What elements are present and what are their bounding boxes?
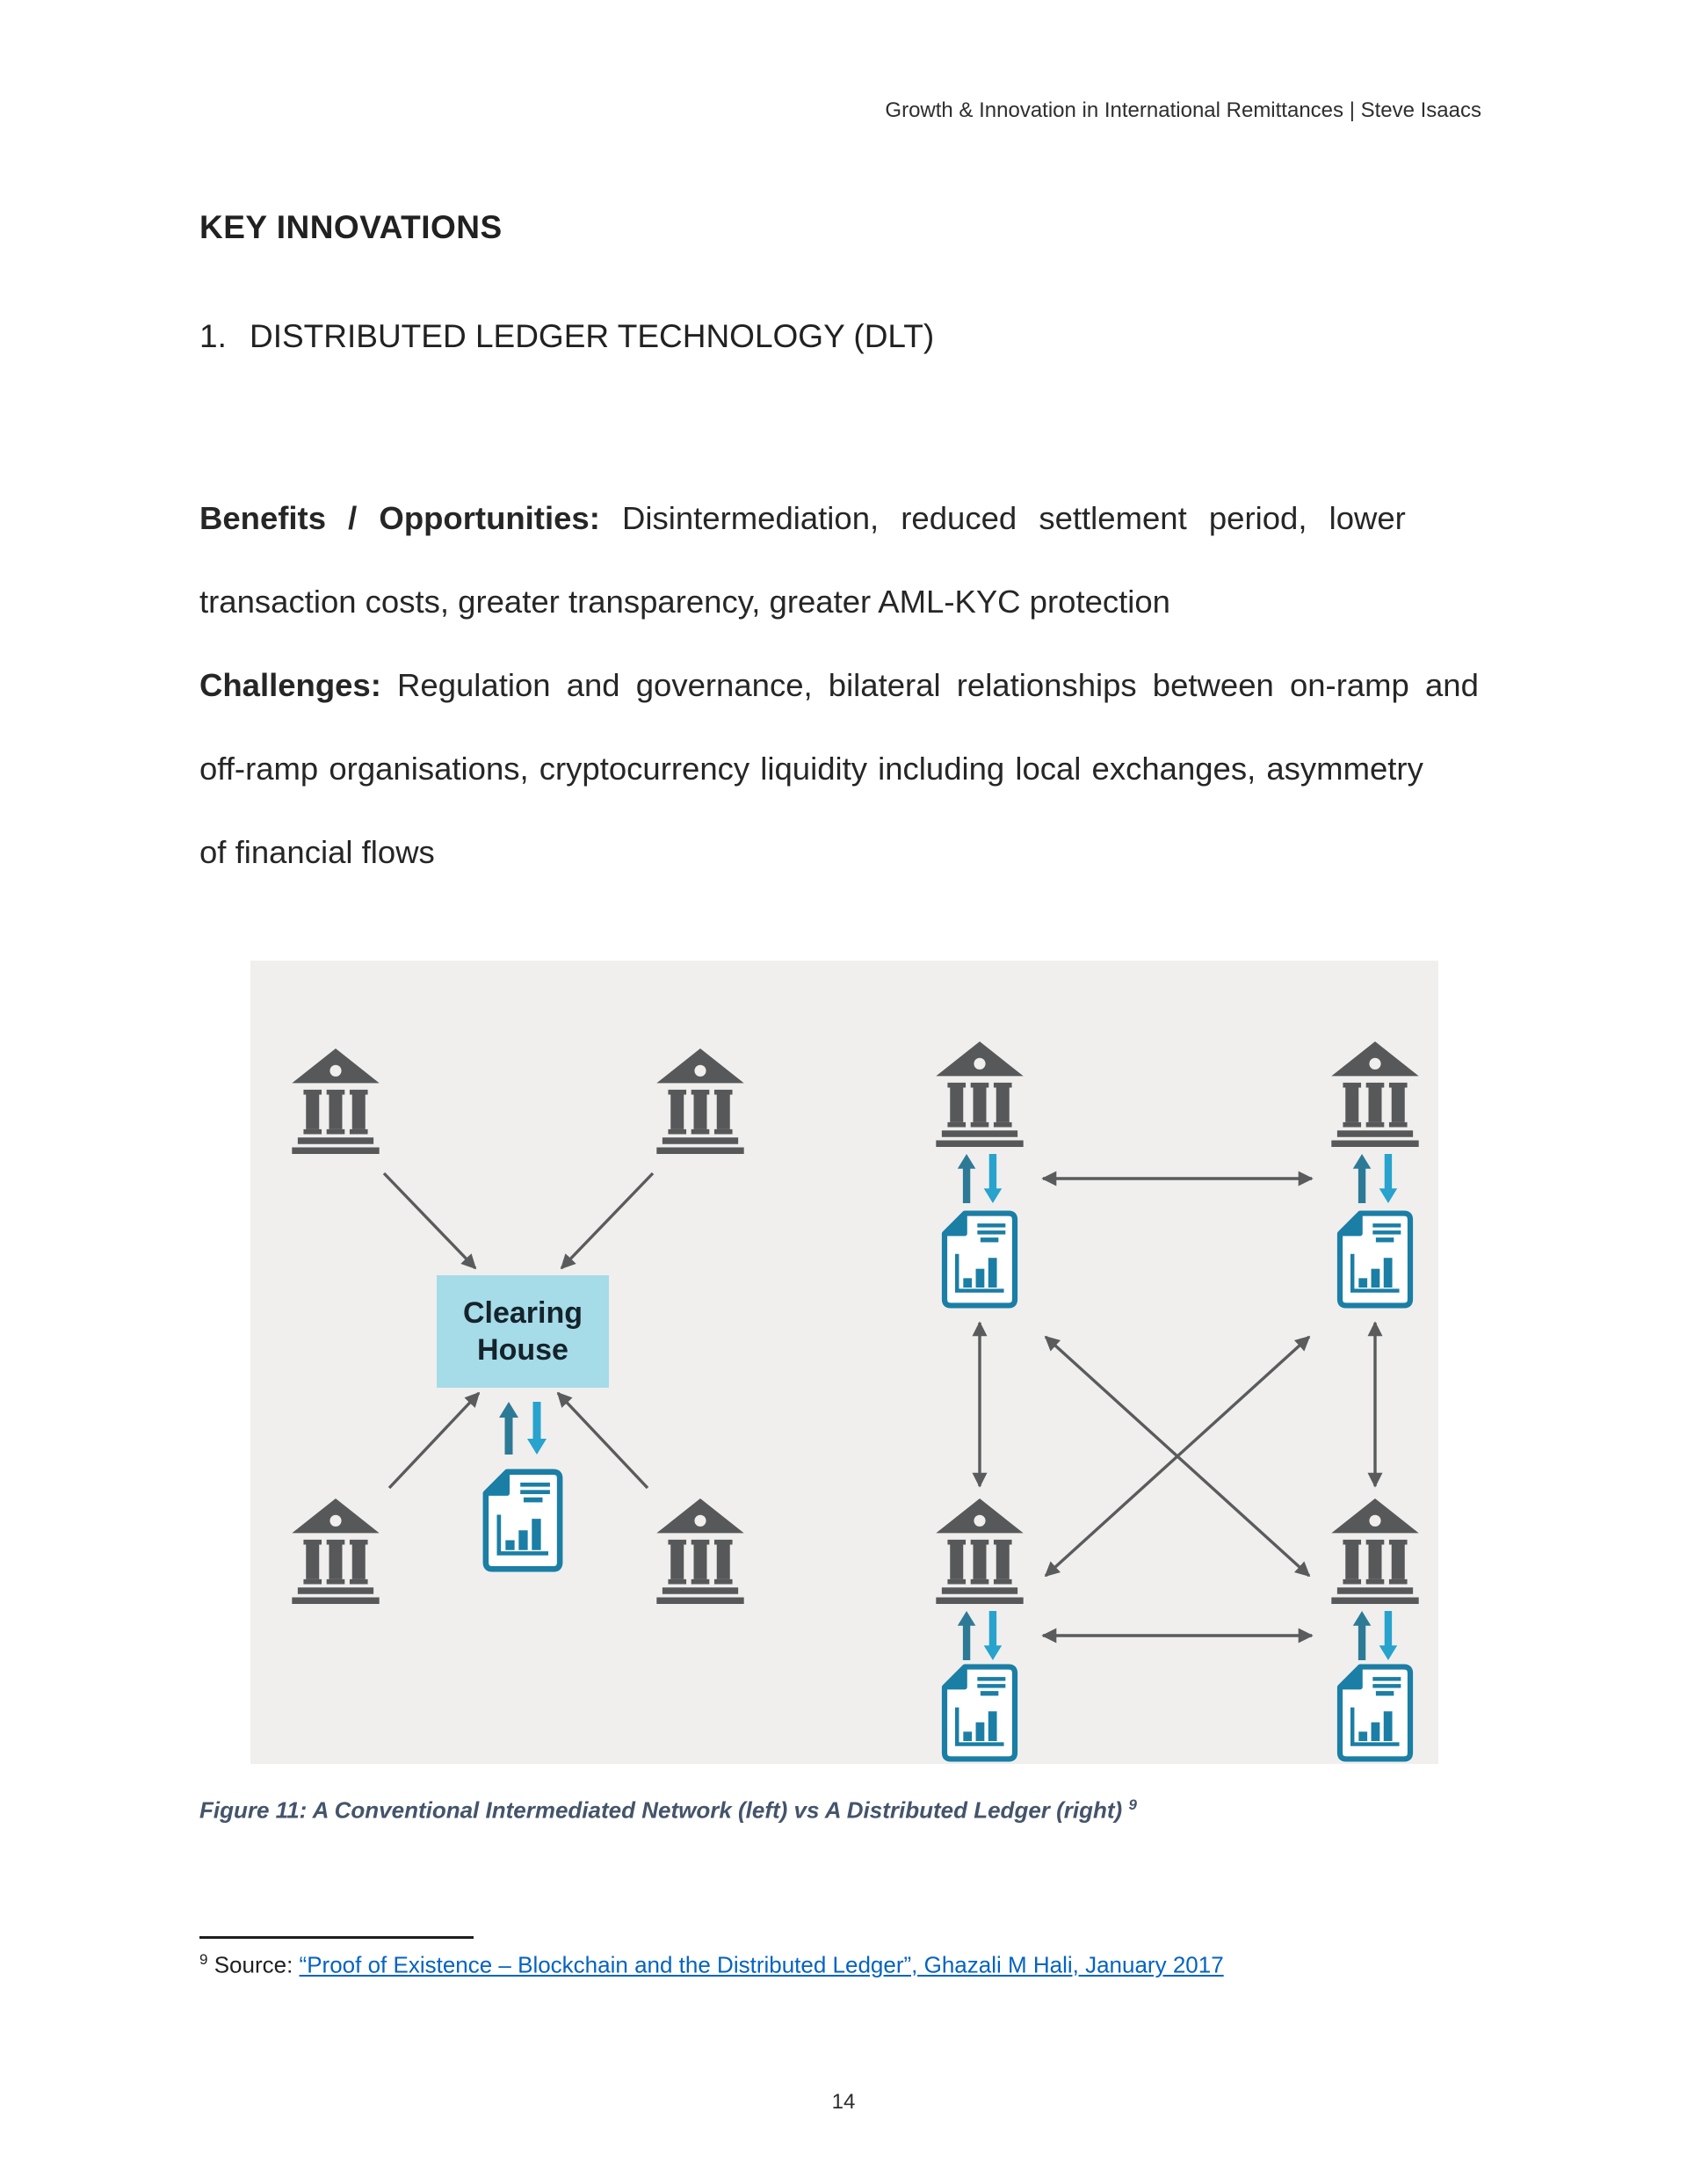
challenges-line-1 [199,643,1485,727]
ledger-document-icon [945,1667,1015,1760]
section-heading: KEY INNOVATIONS [199,209,503,245]
caption-footnote-ref: 9 [1128,1796,1137,1813]
ledger-document-icon [1340,1214,1410,1306]
benefits-line-1 [199,476,1485,560]
ledger-document-icon [1340,1667,1410,1760]
document-header: Growth & Innovation in International Remittances | Steve Isaacs [885,98,1481,122]
subsection-title: DISTRIBUTED LEDGER TECHNOLOGY (DLT) [250,318,935,354]
footnote-ref: 9 [199,1951,208,1968]
benefits-paragraph [199,476,1485,643]
subsection-heading [199,318,934,355]
subsection-number: 1. [199,318,227,354]
challenges-line1-text: Regulation and governance, bilateral relationships between on-ramp and [397,667,1479,703]
footnote [199,1951,1224,1979]
figure-caption [199,1796,1137,1825]
benefits-line-2: transaction costs, greater transparency, greater AML-KYC protection [199,584,1170,620]
benefits-line1-text: Disintermediation, reduced settlement period, lower [622,500,1406,536]
challenges-paragraph [199,643,1485,894]
figure-background [250,961,1438,1764]
figure-caption-text: Figure 11: A Conventional Intermediated Network (left) vs A Distributed Ledger (right) [199,1796,1123,1824]
challenges-line-3: of financial flows [199,834,435,870]
challenges-label: Challenges: [199,667,381,703]
clearing-house-label: Clearing House [462,1296,583,1367]
page-number: 14 [831,2090,856,2114]
footnote-separator [199,1936,474,1939]
ledger-document-icon [486,1472,560,1570]
network-diagram-svg [250,961,1438,1764]
footnote-label: Source: [214,1951,293,1978]
clearing-house-box [437,1275,609,1388]
footnote-source-link[interactable]: “Proof of Existence – Blockchain and the Distributed Ledger”, Ghazali M Hali, January 2017 [299,1951,1224,1978]
benefits-label: Benefits / Opportunities: [199,500,600,536]
challenges-line-2: off-ramp organisations, cryptocurrency liquidity including local exchanges, asymmetry [199,751,1423,787]
ledger-document-icon [945,1214,1015,1306]
figure-diagram [250,961,1438,1764]
